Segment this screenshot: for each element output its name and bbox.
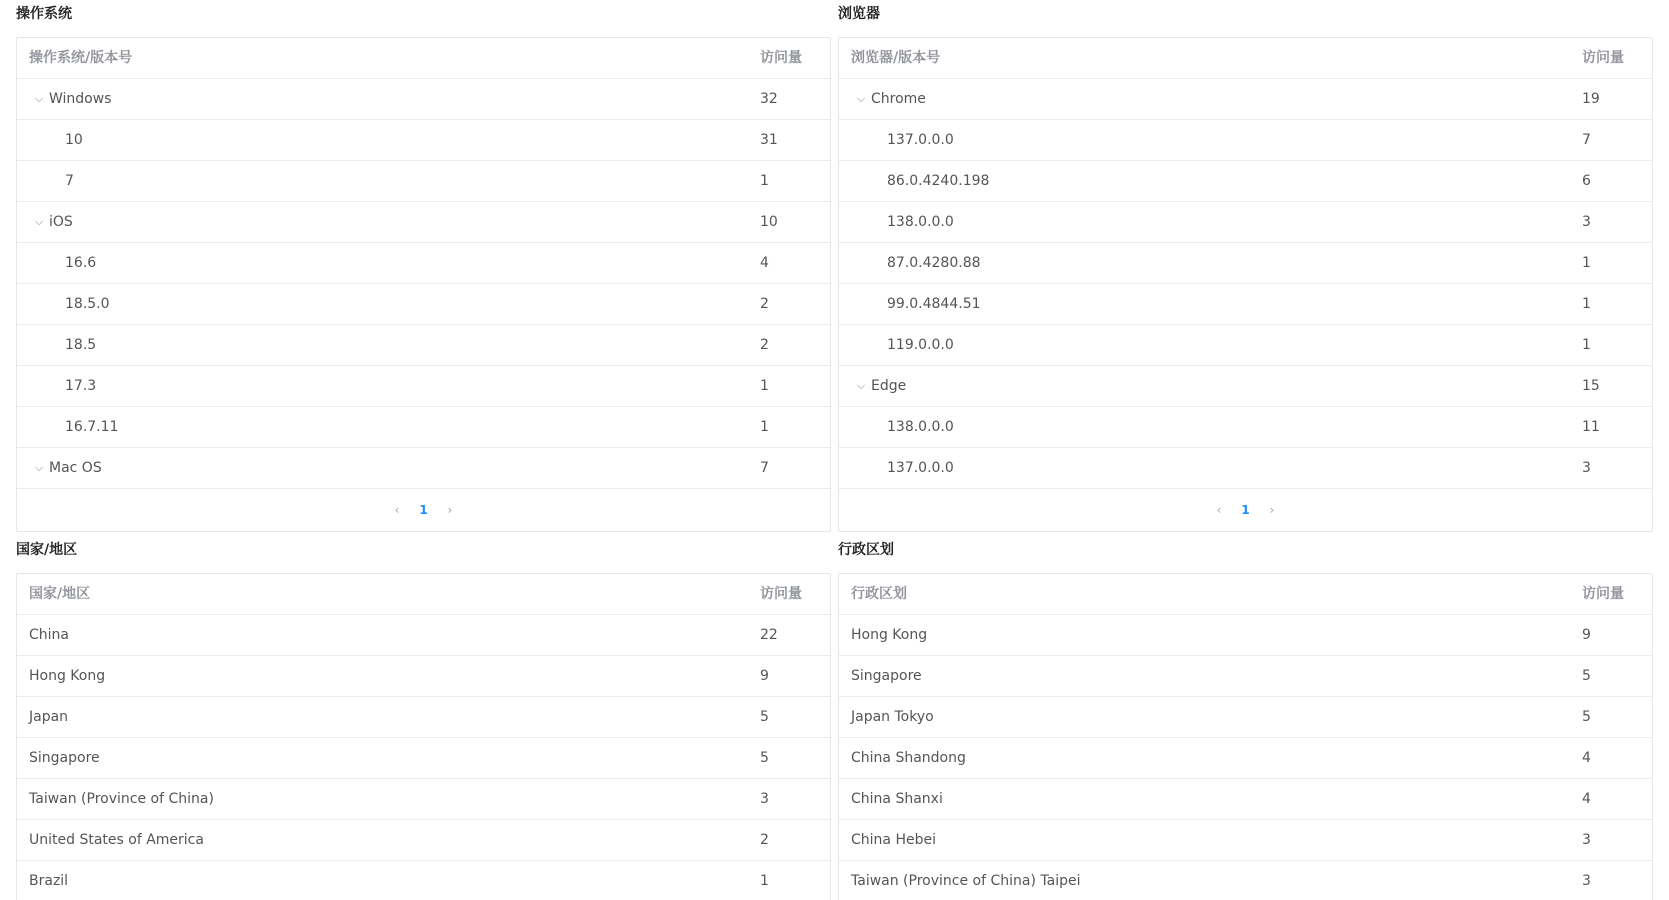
row-value: 4 [1582, 750, 1591, 766]
row-name [887, 325, 954, 365]
row-value: 11 [1582, 419, 1600, 435]
row-value: 3 [1582, 460, 1591, 476]
os-table-body [17, 79, 830, 489]
row-label: 119.0.0.0 [887, 337, 954, 353]
browser-col-value: 访问量 [1582, 50, 1624, 66]
row-value: 7 [1582, 132, 1591, 148]
row-label: Taiwan (Province of China) [29, 791, 214, 807]
row-name [29, 861, 68, 900]
table-row [839, 243, 1652, 284]
row-value: 19 [1582, 91, 1600, 107]
table-row [17, 861, 830, 900]
row-name [887, 407, 954, 447]
table-row [17, 407, 830, 448]
table-row [17, 120, 830, 161]
table-row [17, 284, 830, 325]
table-row [839, 448, 1652, 489]
table-row [839, 161, 1652, 202]
region-table-body [839, 615, 1652, 900]
row-label: 18.5 [65, 337, 97, 353]
table-row [839, 407, 1652, 448]
row-name [29, 697, 68, 737]
row-value: 15 [1582, 378, 1600, 394]
region-table [838, 573, 1653, 900]
os-pagination [17, 489, 830, 531]
table-row [839, 861, 1652, 900]
row-name [851, 861, 1080, 900]
region-table-header [839, 574, 1652, 615]
row-value: 2 [760, 337, 769, 353]
table-row [17, 243, 830, 284]
row-name [851, 697, 934, 737]
row-name [65, 407, 118, 447]
row-name [29, 820, 204, 860]
table-row [17, 820, 830, 861]
row-name [65, 284, 110, 324]
country-panel [16, 540, 831, 900]
row-name [29, 656, 105, 696]
row-value: 3 [760, 791, 769, 807]
chevron-down-icon[interactable]: ⌵ [34, 215, 44, 228]
region-col-value: 访问量 [1582, 586, 1624, 602]
row-name [65, 243, 96, 283]
table-row [17, 615, 830, 656]
row-label: Chrome [871, 91, 926, 107]
row-value: 1 [760, 419, 769, 435]
row-label: United States of America [29, 832, 204, 848]
table-row [839, 656, 1652, 697]
row-name [65, 120, 83, 160]
region-panel-title: 行政区划 [838, 542, 894, 558]
row-value: 6 [1582, 173, 1591, 189]
chevron-down-icon[interactable]: ⌵ [856, 379, 866, 392]
row-label: Edge [871, 378, 907, 394]
row-name [887, 120, 954, 160]
table-row [839, 820, 1652, 861]
table-row[interactable] [839, 79, 1652, 120]
row-name [851, 779, 943, 819]
browser-table-header [839, 38, 1652, 79]
row-label: Singapore [851, 668, 922, 684]
row-name [851, 820, 936, 860]
row-name [65, 161, 74, 201]
browser-panel-title: 浏览器 [838, 6, 880, 22]
row-label: 87.0.4280.88 [887, 255, 981, 271]
os-table [16, 37, 831, 532]
row-label: 18.5.0 [65, 296, 110, 312]
country-table-header [17, 574, 830, 615]
row-value: 3 [1582, 873, 1591, 889]
os-col-value: 访问量 [760, 50, 802, 66]
row-name [29, 738, 100, 778]
row-value: 4 [760, 255, 769, 271]
table-row [17, 656, 830, 697]
chevron-right-icon[interactable]: › [447, 503, 453, 517]
table-row[interactable] [17, 448, 830, 489]
chevron-down-icon[interactable]: ⌵ [34, 461, 44, 474]
row-value: 9 [1582, 627, 1591, 643]
row-value: 3 [1582, 832, 1591, 848]
row-label: 10 [65, 132, 83, 148]
row-value: 32 [760, 91, 778, 107]
row-label: Taiwan (Province of China) Taipei [851, 873, 1081, 889]
table-row [17, 738, 830, 779]
row-value: 4 [1582, 791, 1591, 807]
row-label: 137.0.0.0 [887, 132, 954, 148]
table-row [17, 779, 830, 820]
table-row[interactable] [17, 79, 830, 120]
os-panel-title: 操作系统 [16, 6, 72, 22]
row-label: iOS [49, 214, 73, 230]
row-value: 2 [760, 296, 769, 312]
table-row [839, 615, 1652, 656]
row-value: 5 [1582, 709, 1591, 725]
table-row [17, 325, 830, 366]
country-panel-title: 国家/地区 [16, 542, 78, 558]
row-label: China [29, 627, 69, 643]
table-row [17, 366, 830, 407]
row-name [887, 243, 981, 283]
row-label: 138.0.0.0 [887, 419, 954, 435]
row-value: 1 [1582, 296, 1591, 312]
page-number-button[interactable]: 1 [1241, 503, 1250, 517]
row-label: Japan [29, 709, 69, 725]
row-label: Mac OS [49, 460, 102, 476]
row-label: 99.0.4844.51 [887, 296, 981, 312]
chevron-down-icon[interactable]: ⌵ [856, 92, 866, 105]
chevron-left-icon[interactable]: ‹ [394, 503, 400, 517]
browser-panel [838, 4, 1653, 532]
table-row [839, 120, 1652, 161]
row-name [29, 779, 214, 819]
row-name [29, 448, 102, 488]
table-row [17, 161, 830, 202]
row-label: China Shanxi [851, 791, 943, 807]
row-label: China Shandong [851, 750, 966, 766]
row-label: Hong Kong [851, 627, 928, 643]
os-panel [16, 4, 831, 532]
chevron-left-icon[interactable]: ‹ [1216, 503, 1222, 517]
row-label: Windows [49, 91, 112, 107]
table-row [17, 697, 830, 738]
row-label: Japan Tokyo [851, 709, 934, 725]
row-value: 1 [760, 173, 769, 189]
chevron-down-icon[interactable]: ⌵ [34, 92, 44, 105]
region-panel [838, 540, 1653, 900]
country-col-name: 国家/地区 [29, 586, 91, 602]
row-value: 5 [760, 750, 769, 766]
browser-table [838, 37, 1653, 532]
table-row [839, 202, 1652, 243]
os-table-header [17, 38, 830, 79]
row-value: 5 [760, 709, 769, 725]
row-value: 2 [760, 832, 769, 848]
country-table-body [17, 615, 830, 900]
row-name [887, 284, 981, 324]
row-label: 16.7.11 [65, 419, 119, 435]
country-table [16, 573, 831, 900]
row-value: 1 [760, 873, 769, 889]
row-name [65, 366, 96, 406]
row-label: 17.3 [65, 378, 97, 394]
row-value: 22 [760, 627, 778, 643]
browser-pagination [839, 489, 1652, 531]
row-value: 1 [760, 378, 769, 394]
region-col-name: 行政区划 [851, 586, 907, 602]
table-row [839, 779, 1652, 820]
row-value: 9 [760, 668, 769, 684]
row-value: 1 [1582, 255, 1591, 271]
row-name [851, 79, 926, 119]
row-label: 138.0.0.0 [887, 214, 954, 230]
row-name [851, 366, 906, 406]
os-col-name: 操作系统/版本号 [29, 50, 133, 66]
page-number-button[interactable]: 1 [419, 503, 428, 517]
row-name [851, 615, 927, 655]
row-value: 1 [1582, 337, 1591, 353]
row-name [851, 656, 922, 696]
row-label: 7 [65, 173, 74, 189]
table-row [839, 697, 1652, 738]
row-label: Hong Kong [29, 668, 106, 684]
table-row[interactable] [839, 366, 1652, 407]
table-row[interactable] [17, 202, 830, 243]
row-name [887, 448, 954, 488]
table-row [839, 284, 1652, 325]
row-label: 16.6 [65, 255, 97, 271]
row-name [29, 202, 73, 242]
country-col-value: 访问量 [760, 586, 802, 602]
row-name [851, 738, 966, 778]
row-value: 3 [1582, 214, 1591, 230]
row-label: 137.0.0.0 [887, 460, 954, 476]
row-value: 31 [760, 132, 778, 148]
row-label: Brazil [29, 873, 69, 889]
chevron-right-icon[interactable]: › [1269, 503, 1275, 517]
row-value: 10 [760, 214, 778, 230]
row-label: Singapore [29, 750, 100, 766]
table-row [839, 738, 1652, 779]
browser-col-name: 浏览器/版本号 [851, 50, 941, 66]
row-name [29, 615, 69, 655]
row-name [887, 202, 954, 242]
row-name [65, 325, 96, 365]
row-name [29, 79, 112, 119]
row-label: 86.0.4240.198 [887, 173, 990, 189]
row-value: 7 [760, 460, 769, 476]
row-value: 5 [1582, 668, 1591, 684]
row-name [887, 161, 989, 201]
browser-table-body [839, 79, 1652, 489]
row-label: China Hebei [851, 832, 936, 848]
table-row [839, 325, 1652, 366]
